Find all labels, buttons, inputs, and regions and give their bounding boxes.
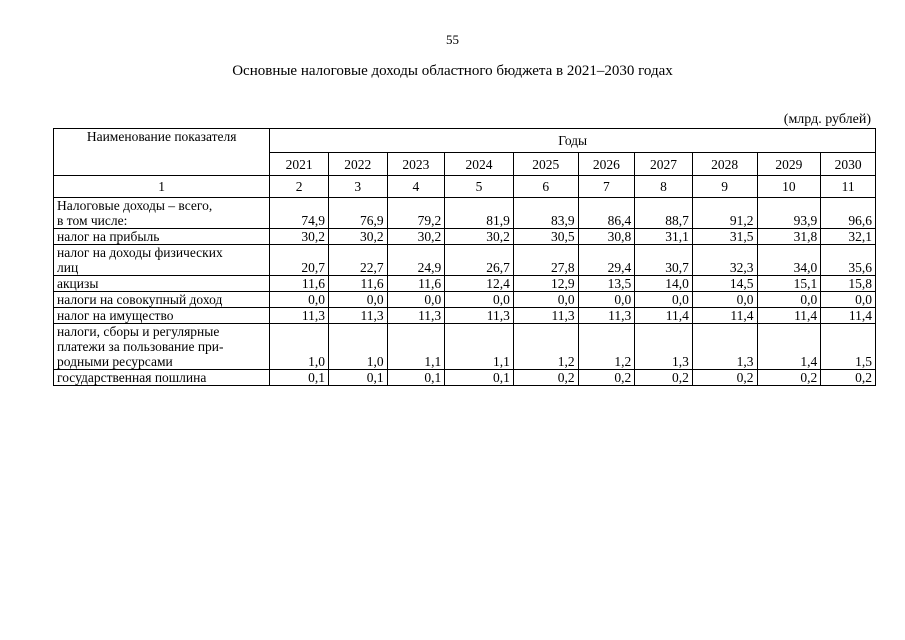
value-cell: 93,9 [757, 198, 821, 229]
value-cell: 0,0 [513, 292, 578, 308]
value-cell: 81,9 [445, 198, 514, 229]
column-number-cell: 10 [757, 176, 821, 198]
value-cell: 1,2 [513, 324, 578, 370]
table-row [54, 292, 876, 308]
value-cell: 22,7 [328, 245, 387, 276]
row-label: Налоговые доходы – всего, в том числе: [54, 198, 270, 229]
value-cell: 12,4 [445, 276, 514, 292]
year-header-cell: 2030 [821, 153, 876, 176]
value-cell: 29,4 [578, 245, 635, 276]
column-number-cell: 5 [445, 176, 514, 198]
years-header: Годы [270, 129, 876, 153]
value-cell: 1,0 [270, 324, 329, 370]
table-body [54, 198, 876, 386]
value-cell: 11,3 [513, 308, 578, 324]
column-number-row [54, 176, 876, 198]
column-number-cell: 2 [270, 176, 329, 198]
year-header-cell: 2022 [328, 153, 387, 176]
value-cell: 24,9 [387, 245, 445, 276]
value-cell: 11,4 [692, 308, 757, 324]
value-cell: 11,4 [757, 308, 821, 324]
value-cell: 83,9 [513, 198, 578, 229]
value-cell: 11,4 [821, 308, 876, 324]
value-cell: 1,4 [757, 324, 821, 370]
value-cell: 0,0 [445, 292, 514, 308]
value-cell: 32,1 [821, 229, 876, 245]
value-cell: 0,2 [635, 370, 693, 386]
value-cell: 0,0 [270, 292, 329, 308]
column-number-cell: 7 [578, 176, 635, 198]
value-cell: 14,5 [692, 276, 757, 292]
year-header-cell: 2025 [513, 153, 578, 176]
value-cell: 86,4 [578, 198, 635, 229]
value-cell: 1,5 [821, 324, 876, 370]
row-label: акцизы [54, 276, 270, 292]
value-cell: 30,2 [387, 229, 445, 245]
value-cell: 1,1 [445, 324, 514, 370]
value-cell: 0,0 [821, 292, 876, 308]
value-cell: 1,0 [328, 324, 387, 370]
table-row [54, 370, 876, 386]
year-header-cell: 2021 [270, 153, 329, 176]
name-column-header: Наименование показателя [54, 129, 270, 176]
value-cell: 0,1 [270, 370, 329, 386]
value-cell: 0,0 [757, 292, 821, 308]
value-cell: 30,7 [635, 245, 693, 276]
value-cell: 11,3 [270, 308, 329, 324]
value-cell: 1,2 [578, 324, 635, 370]
row-label: налоги, сборы и регулярные платежи за пользование при- родными ресурсами [54, 324, 270, 370]
value-cell: 0,2 [692, 370, 757, 386]
column-number-cell: 9 [692, 176, 757, 198]
value-cell: 1,3 [692, 324, 757, 370]
row-label: государственная пошлина [54, 370, 270, 386]
year-header-cell: 2029 [757, 153, 821, 176]
year-header-cell: 2023 [387, 153, 445, 176]
value-cell: 11,6 [387, 276, 445, 292]
value-cell: 11,6 [328, 276, 387, 292]
value-cell: 15,8 [821, 276, 876, 292]
value-cell: 12,9 [513, 276, 578, 292]
year-header-cell: 2026 [578, 153, 635, 176]
column-number-cell: 6 [513, 176, 578, 198]
value-cell: 0,2 [578, 370, 635, 386]
units-note: (млрд. рублей) [783, 112, 871, 127]
value-cell: 0,0 [635, 292, 693, 308]
value-cell: 11,3 [578, 308, 635, 324]
page-number: 55 [446, 32, 459, 47]
value-cell: 11,4 [635, 308, 693, 324]
year-header-cell: 2024 [445, 153, 514, 176]
value-cell: 0,1 [328, 370, 387, 386]
value-cell: 0,0 [328, 292, 387, 308]
value-cell: 34,0 [757, 245, 821, 276]
value-cell: 0,1 [387, 370, 445, 386]
value-cell: 31,5 [692, 229, 757, 245]
table-row [54, 198, 876, 229]
table-row [54, 324, 876, 370]
table-row [54, 276, 876, 292]
value-cell: 76,9 [328, 198, 387, 229]
value-cell: 0,2 [513, 370, 578, 386]
value-cell: 26,7 [445, 245, 514, 276]
value-cell: 0,2 [757, 370, 821, 386]
value-cell: 14,0 [635, 276, 693, 292]
value-cell: 11,3 [387, 308, 445, 324]
value-cell: 31,1 [635, 229, 693, 245]
value-cell: 30,2 [328, 229, 387, 245]
value-cell: 30,2 [270, 229, 329, 245]
value-cell: 27,8 [513, 245, 578, 276]
value-cell: 11,6 [270, 276, 329, 292]
value-cell: 0,0 [578, 292, 635, 308]
value-cell: 11,3 [445, 308, 514, 324]
value-cell: 88,7 [635, 198, 693, 229]
value-cell: 35,6 [821, 245, 876, 276]
row-label: налог на имущество [54, 308, 270, 324]
year-header-cell: 2028 [692, 153, 757, 176]
tax-revenue-table [53, 128, 876, 386]
value-cell: 30,8 [578, 229, 635, 245]
value-cell: 79,2 [387, 198, 445, 229]
table-row [54, 308, 876, 324]
value-cell: 32,3 [692, 245, 757, 276]
value-cell: 74,9 [270, 198, 329, 229]
table-row [54, 229, 876, 245]
value-cell: 91,2 [692, 198, 757, 229]
value-cell: 0,0 [387, 292, 445, 308]
row-label: налог на доходы физических лиц [54, 245, 270, 276]
row-label: налоги на совокупный доход [54, 292, 270, 308]
row-label: налог на прибыль [54, 229, 270, 245]
column-number-cell: 11 [821, 176, 876, 198]
value-cell: 0,0 [692, 292, 757, 308]
column-number-cell: 1 [54, 176, 270, 198]
value-cell: 15,1 [757, 276, 821, 292]
column-number-cell: 8 [635, 176, 693, 198]
table-row [54, 245, 876, 276]
header-row [54, 129, 876, 153]
value-cell: 31,8 [757, 229, 821, 245]
value-cell: 20,7 [270, 245, 329, 276]
column-number-cell: 4 [387, 176, 445, 198]
value-cell: 0,1 [445, 370, 514, 386]
page-title: Основные налоговые доходы областного бюджета в 2021–2030 годах [232, 63, 673, 79]
value-cell: 1,1 [387, 324, 445, 370]
value-cell: 11,3 [328, 308, 387, 324]
column-number-cell: 3 [328, 176, 387, 198]
value-cell: 13,5 [578, 276, 635, 292]
value-cell: 96,6 [821, 198, 876, 229]
value-cell: 30,5 [513, 229, 578, 245]
value-cell: 1,3 [635, 324, 693, 370]
value-cell: 30,2 [445, 229, 514, 245]
value-cell: 0,2 [821, 370, 876, 386]
year-header-cell: 2027 [635, 153, 693, 176]
